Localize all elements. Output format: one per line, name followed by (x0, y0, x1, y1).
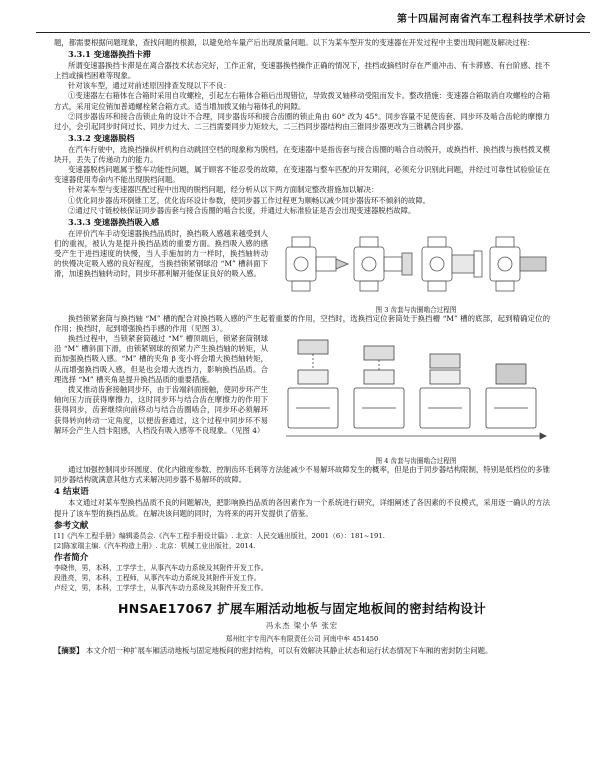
s333-full-para-2: 通过加强控制同步环圆度、优化内锥度参数、控制齿环毛刺等方法能减少不易解环故障发生的概率，但是由于同步器结构限制，特别是低档位的多锥同步器结构就满意其他方式来解决同步器不易解环的故障。 (54, 464, 550, 485)
s333-left-para: 在评价汽车手动变速器换挡品质时，换挡吸入感越来越受到人们的重视，被认为是提升换挡品质的重要方面。换挡吸入感的感受产生于进挡速度的快慢，当人手施加的力一样时，换挡轴转动的快慢决定吸入感的良好程度，当换挡锁紧钢球沿 “M” 槽斜面下滑，加速换挡轴转动时，同步环都利解开能保证良好的吸入感。 (54, 228, 268, 279)
header-text: 第十四届河南省汽车工程科技学术研讨会 (397, 14, 586, 25)
references-heading: 参考文献 (54, 520, 89, 531)
fig4-left-text (54, 334, 268, 436)
author-bio-2: 段胜亮，男，本科，工程师，从事汽车动力系统及其附件开发工作。 (54, 574, 261, 583)
fig3-left-text (54, 229, 268, 280)
section-4-heading: 4 结束语 (54, 487, 89, 498)
running-header (36, 10, 590, 33)
s4-para-1: 本文通过对某车型换档品质不良的问题解决，把影响换挡品质的各因素作为一个系统进行研究，详细阐述了各因素的不良模式，采用逐一确认的方法提升了该车型的换挡品质。在解决该问题的同时，为将来的再开发提供了借鉴。 (54, 498, 550, 518)
s331-para-1: 所谓变速器换挡卡滞是在离合器技术状态完好，工作正常，变速器换档操作正确的情况下，挂档或摘档时存在严重冲击、有卡滞感、有台阶感、挂不上挡或摘档困难等现象。 (54, 60, 550, 80)
reference-1: [1]《汽车工程手册》编辑委员会.《汽车工程手册设计篇》. 北京：人民交通出版社，2001（6）：181~191. (54, 531, 385, 540)
author-bio-1: 李晓伟，男，本科，工学学士，从事汽车动力系统及其附件开发工作。 (54, 564, 268, 573)
fig4-wrap (54, 334, 550, 465)
figure-3 (282, 229, 550, 314)
figure-3-caption: 图 3 齿套与齿圈啮合过程图 (375, 305, 457, 314)
author-bio-3: 卢经文，男，本科，工学学士，从事汽车动力系统及其附件开发工作。 (54, 583, 268, 592)
section-3-3-3-heading: 3.3.3 变速器换挡吸入感 (68, 217, 160, 228)
figure-4-caption: 图 4 齿套与齿圈啮合过程图 (375, 456, 457, 465)
figure-4 (282, 336, 550, 465)
section-3-3-1-heading: 3.3.1 变速器换挡卡滞 (68, 49, 151, 60)
s332-para-3: 针对某车型与变速器匹配过程中出现的脱档问题，经分析从以下两方面制定整改措施加以解决： (68, 185, 379, 195)
paper2-affiliation: 郑州红宇专用汽车有限责任公司 河南中牟 451450 (225, 634, 379, 643)
s332-para-2: 变速器脱档问题属于整车功能性问题，属于顾客不能忍受的故障，在变速器与整车匹配的开发期间，必须充分识别此问题，并经过可靠性试验验证在变速器使用寿命内不能出现脱档问题。 (54, 165, 550, 185)
paper2-authors: 冯永杰 梁小华 张宏 (265, 620, 339, 630)
s333-left-para-3: 拨叉推动齿套接触同步环，由于齿端斜面接触，使同步环产生轴向压力而获得摩擦力，这时同步环与结合齿在摩擦力的作用下获得同步，齿套继续向前移动与结合齿圈啮合，同步环必须解环获得转向转动一定角度，以便齿套通过，这个过程中同步环不易解环会产生人挡卡阻感，人档没有吸入感等不良现象。（见图 4） (54, 384, 268, 435)
s332-para-1: 在汽车行驶中，选换挡操纵杆机构自动跳回空档的现象称为脱档。在变速器中是指齿套与接合齿圈的啮合自动脱开，或换挡杆、换挡拨与换档拨叉模块开，丢失了传递动力的能力。 (54, 144, 550, 164)
page-body (54, 38, 550, 656)
paper2-abstract (54, 646, 550, 656)
reference-2: [2]陈家瑞主编.《汽车构造上册》. 北京：机械工业出版社，2014. (54, 541, 256, 550)
s331-para-2: 针对该车型，通过对前述原因排查发现以下不良： (68, 81, 231, 91)
s332-para-5: ②通过尺寸链校核保证同步器齿套与接合齿圈的啮合长度，并通过大标准验证是否会出现变速器脱档故障。 (68, 205, 416, 215)
abstract-text: 本文介绍一种扩展车厢活动地板与固定地板间的密封结构，可以有效解决其静止状态和运行状态情况下车厢的密封防尘问题。 (85, 645, 493, 655)
fig3-wrap (54, 229, 550, 314)
s331-para-3: ①变速器左右箱体在合箱时采用自攻螺栓，引起左右箱体合箱后出现错位，导致拨叉轴移动受阻而发卡。整改措施：变速器合箱取消自攻螺栓的合箱方式，采用定位销加普通螺栓紧合箱方式。适当增加拨叉轴与箱体孔的间隙。 (54, 91, 550, 111)
s332-para-4: ①优化同步器齿环倒锥工艺，优化齿环设计参数，使同步器工作过程更为顺畅以减少同步器齿环不倾斜的故障。 (68, 195, 431, 205)
figure-4-drawing (282, 336, 550, 454)
author-intro-heading: 作者简介 (54, 553, 89, 564)
s331-para-4: ②同步器齿环和接合齿锁止角的设计不合理，同步器齿环和接合齿圈的锁止角由 60° 改为 45°。同步容量不足使齿套、同步环及啮合齿轮的摩擦力过小，会引起同步时间过长、同步力过大、二三挡需要同步力矩较大，二三挡同步器结构由三锥同步器更改为三锥耦合同步器。 (54, 111, 550, 131)
abstract-label: 【摘要】 (54, 645, 84, 655)
section-3-3-2-heading: 3.3.2 变速器脱档 (68, 133, 135, 144)
figure-3-drawing (282, 229, 550, 303)
s333-full-para: 换挡锁紧套筒与换挡轴 “M” 槽的配合对换挡吸入感的产生起着重要的作用，空挡时，选换挡定位套筒处于换挡槽 “M” 槽的底部，起到精确定位的作用；换挡时，起到增强换挡手感的作用（见图 3）。 (54, 313, 550, 333)
intro-paragraph: 题，都需要根据问题现象，查找问题的根源，以避免给车量产后出现质量问题。以下为某车型开发的变速器在开发过程中主要出现问题及解决过程： (54, 38, 535, 47)
s333-left-para-2: 换挡过程中，当锁紧套筒越过 “M” 槽顶端后，锁紧套筒钢球沿 “M” 槽斜面下滑，由锁紧钢球的预紧力产生换挡轴的转矩，从而加强换挡吸入感。“M” 槽的夹角 β 变小将会增大换挡轴转矩，从而增强换挡吸入感，但是也会增大选挡力，影响换挡品质。合理选择 “M” 槽夹角是提升换挡品质的重要措施。 (54, 333, 268, 384)
paper2-title: HNSAE17067 扩展车厢活动地板与固定地板间的密封结构设计 (117, 600, 487, 616)
